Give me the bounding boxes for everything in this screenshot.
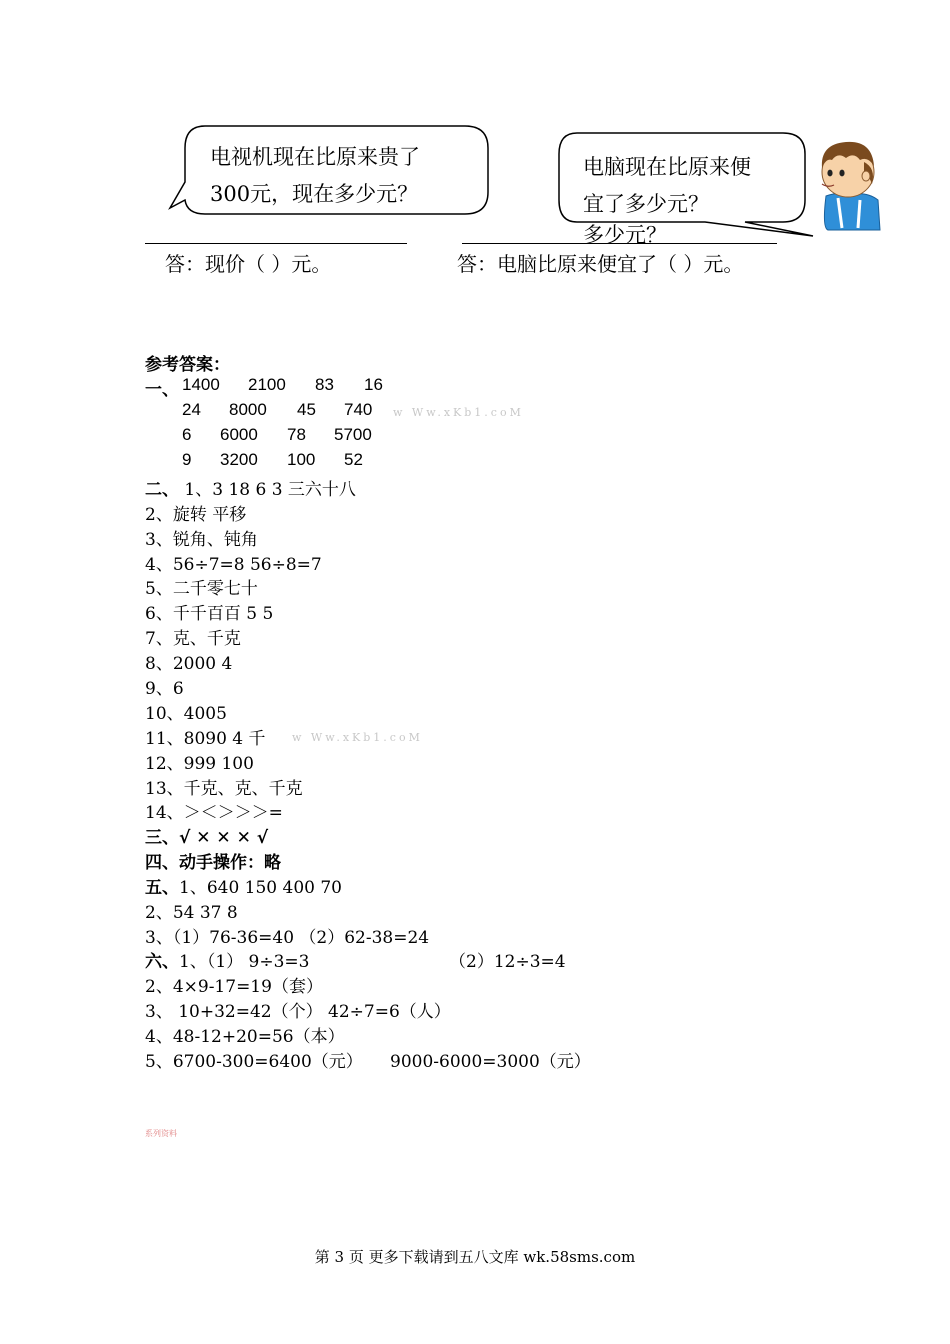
section-two-item: 14、＞＜＞＞＞= <box>145 803 283 823</box>
section-three: 三、√ ✕ ✕ ✕ √ <box>145 828 269 848</box>
table-cell: 6000 <box>220 425 258 444</box>
section-two-item: 11、8090 4 千 <box>145 729 266 749</box>
section-six-item: 2、4×9-17=19（套） <box>145 977 323 997</box>
section-two-item: 8、2000 4 <box>145 654 233 674</box>
table-cell: 5700 <box>334 425 372 444</box>
section-six-item-1a: 1、（1） 9÷3=3 <box>179 952 310 972</box>
right-bubble-line-2: 宜了多少元？ <box>583 192 709 216</box>
table-cell: 24 <box>182 400 201 419</box>
table-cell: 78 <box>287 425 306 444</box>
section-two-first <box>145 475 356 500</box>
left-bubble-line-1: 电视机现在比原来贵了 <box>210 145 420 169</box>
answer-left: 答：现价（ ）元。 <box>165 252 332 276</box>
section-two-item: 2、旋转 平移 <box>145 505 247 525</box>
section-six-item: 4、48-12+20=56（本） <box>145 1027 345 1047</box>
answer-right: 答：电脑比原来便宜了（ ）元。 <box>457 252 744 276</box>
section-two-item: 10、4005 <box>145 704 227 724</box>
section-six-item: 3、 10+32=42（个） 42÷7=6（人） <box>145 1002 451 1022</box>
table-cell: 16 <box>364 375 383 394</box>
boy-illustration <box>808 138 883 233</box>
section-one-row-1 <box>145 375 179 400</box>
section-six-item-5a: 5、6700-300=6400（元） <box>145 1052 363 1072</box>
section-two-item: 6、千千百百 5 5 <box>145 604 274 624</box>
table-cell: 45 <box>297 400 316 419</box>
right-bubble-line-3: 多少元？ <box>583 223 667 247</box>
section-five-label: 五、 <box>145 878 179 898</box>
section-two-item: 3、锐角、钝角 <box>145 530 258 550</box>
table-cell: 3200 <box>220 450 258 469</box>
left-bubble-text <box>210 139 420 213</box>
right-bubble-line-1: 电脑现在比原来便 <box>583 155 751 179</box>
answer-rule-left <box>145 243 407 244</box>
section-six-item-1b: （2）12÷3=4 <box>449 952 566 972</box>
section-one-label: 一、 <box>145 380 179 400</box>
section-five-item-1: 1、640 150 400 70 <box>179 878 343 898</box>
section-six-item-5b: 9000-6000=3000（元） <box>390 1052 591 1072</box>
right-bubble-text <box>583 149 751 254</box>
section-five-item: 2、54 37 8 <box>145 903 238 923</box>
watermark: w Ww.xKb1.coM <box>292 731 423 744</box>
section-two-item: 7、克、千克 <box>145 629 241 649</box>
table-cell: 1400 <box>182 375 220 394</box>
table-cell: 8000 <box>229 400 267 419</box>
section-five-item: 3、（1）76-36=40 （2）62-38=24 <box>145 928 430 948</box>
section-two-item: 9、6 <box>145 679 184 699</box>
table-cell: 740 <box>344 400 373 419</box>
section-four: 四、动手操作：略 <box>145 853 281 873</box>
table-cell: 9 <box>182 450 192 469</box>
reference-title: 参考答案： <box>145 355 230 375</box>
section-six-label: 六、 <box>145 952 179 972</box>
table-cell: 52 <box>344 450 363 469</box>
table-cell: 83 <box>315 375 334 394</box>
section-two-item: 4、56÷7=8 56÷8=7 <box>145 555 322 575</box>
section-two-item: 5、二千零七十 <box>145 579 258 599</box>
section-two-item: 13、千克、克、千克 <box>145 779 303 799</box>
table-cell: 6 <box>182 425 192 444</box>
section-two-item-1: 1、3 18 6 3 三六十八 <box>179 480 356 500</box>
page-footer: 第 3 页 更多下载请到五八文库 wk.58sms.com <box>314 1248 636 1266</box>
section-two-item: 12、999 100 <box>145 754 254 774</box>
table-cell: 100 <box>287 450 316 469</box>
section-two-label: 二、 <box>145 480 179 500</box>
table-cell: 2100 <box>248 375 286 394</box>
series-note: 系列资料 <box>145 1129 177 1138</box>
section-five-first <box>145 873 342 898</box>
section-six-first <box>145 947 309 972</box>
answer-rule-right <box>462 243 777 244</box>
watermark: w Ww.xKb1.coM <box>393 406 524 419</box>
left-bubble-line-2: 300元，现在多少元？ <box>210 182 419 206</box>
